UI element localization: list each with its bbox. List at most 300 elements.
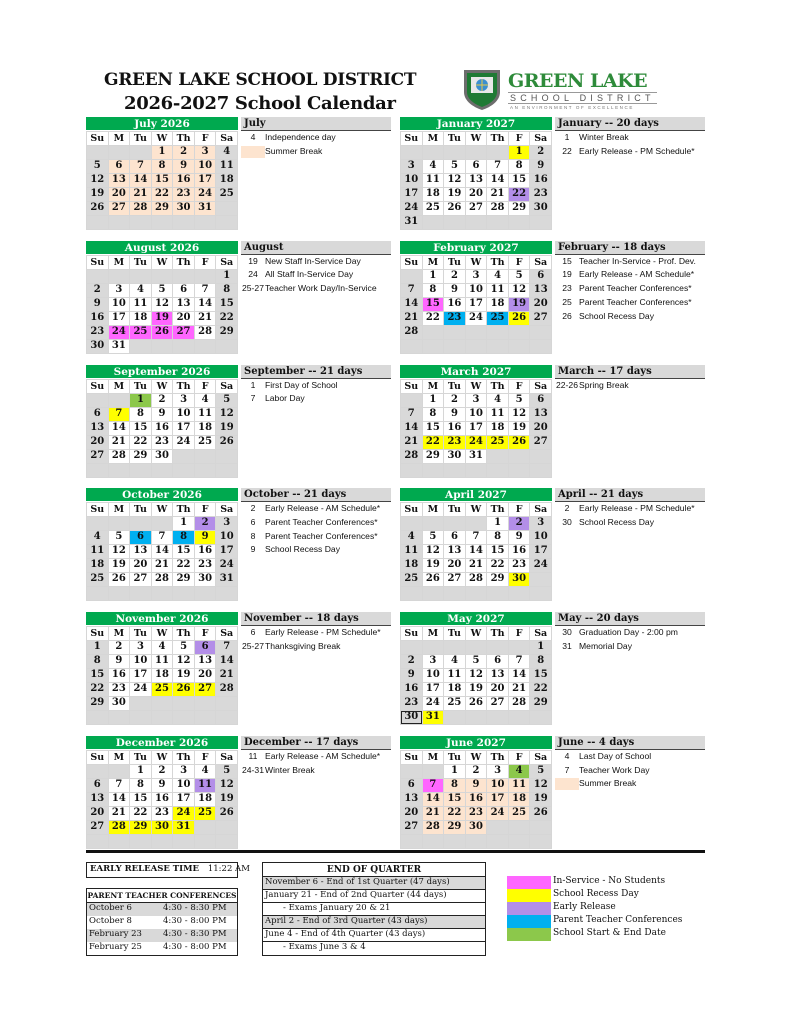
day-cell: 3 (216, 517, 237, 530)
event-text: Labor Day (265, 393, 305, 404)
weekday-header: Tu (130, 503, 151, 516)
day-cell: 28 (216, 683, 237, 696)
empty-cell (466, 711, 487, 724)
empty-cell (130, 517, 151, 530)
day-cell: 5 (87, 160, 108, 173)
empty-cell (423, 464, 444, 477)
weekday-header: Tu (444, 627, 465, 640)
day-cell: 15 (423, 422, 444, 435)
weekday-header: Su (401, 627, 422, 640)
empty-cell (109, 835, 130, 848)
weekday-header: F (195, 256, 216, 269)
weekday-header: Su (401, 256, 422, 269)
day-cell: 23 (152, 807, 173, 820)
empty-cell (466, 641, 487, 654)
day-cell: 19 (216, 422, 237, 435)
empty-cell (423, 216, 444, 229)
weekday-header: Su (87, 751, 108, 764)
empty-cell (152, 711, 173, 724)
event-text: Early Release - PM Schedule* (265, 627, 381, 638)
logo-name: GREEN LAKE (508, 70, 648, 92)
day-cell: 8 (509, 160, 530, 173)
month-grid (400, 379, 552, 478)
event-date: 6 (250, 627, 256, 638)
day-cell: 6 (466, 160, 487, 173)
day-cell: 17 (173, 422, 194, 435)
empty-cell (509, 835, 530, 848)
legend (507, 876, 682, 941)
event-item (555, 282, 705, 296)
weekday-header: Th (487, 503, 508, 516)
empty-cell (109, 216, 130, 229)
day-cell: 8 (444, 779, 465, 792)
month-grid (86, 750, 238, 849)
empty-cell (195, 711, 216, 724)
weekday-header: W (152, 503, 173, 516)
ptc-time: 4:30 - 8:00 PM (163, 942, 227, 952)
event-item (241, 379, 391, 393)
event-item (555, 750, 705, 764)
day-cell: 9 (152, 779, 173, 792)
weekday-header: Th (173, 132, 194, 145)
day-cell: 5 (173, 641, 194, 654)
day-cell: 9 (466, 779, 487, 792)
empty-cell (109, 711, 130, 724)
month-calendar (86, 488, 238, 601)
day-cell: 19 (509, 422, 530, 435)
day-cell: 28 (423, 821, 444, 834)
month-title: June 2027 (400, 736, 552, 750)
day-cell: 7 (130, 160, 151, 173)
day-cell: 28 (466, 573, 487, 586)
day-cell: 3 (401, 160, 422, 173)
day-cell: 6 (130, 531, 151, 544)
day-cell: 30 (444, 450, 465, 463)
event-date: 6 (250, 517, 256, 528)
empty-cell (173, 270, 194, 283)
empty-cell (152, 270, 173, 283)
day-cell: 1 (87, 641, 108, 654)
event-text: School Recess Day (579, 517, 654, 528)
legend-label: Parent Teacher Conferences (553, 915, 683, 925)
day-cell: 26 (216, 807, 237, 820)
empty-cell (216, 464, 237, 477)
weekday-header: Su (87, 132, 108, 145)
day-cell: 10 (466, 284, 487, 297)
month-events (241, 488, 391, 557)
day-cell: 13 (130, 545, 151, 558)
day-cell: 21 (152, 559, 173, 572)
event-text: Summer Break (579, 778, 637, 789)
empty-cell (530, 711, 551, 724)
day-cell: 13 (109, 174, 130, 187)
weekday-header: Sa (530, 256, 551, 269)
weekday-header: Sa (530, 627, 551, 640)
day-cell: 9 (530, 160, 551, 173)
event-item (241, 530, 391, 544)
weekday-header: Sa (216, 751, 237, 764)
weekday-header: Su (401, 132, 422, 145)
events-heading: June -- 4 days (555, 736, 705, 750)
day-cell: 1 (509, 146, 530, 159)
weekday-header: W (466, 256, 487, 269)
day-cell: 3 (173, 394, 194, 407)
event-date: 8 (250, 530, 256, 541)
empty-cell (509, 216, 530, 229)
day-cell: 16 (466, 793, 487, 806)
day-cell: 16 (509, 545, 530, 558)
weekday-header: M (423, 751, 444, 764)
day-cell: 20 (487, 683, 508, 696)
day-cell: 13 (87, 793, 108, 806)
day-cell: 4 (216, 146, 237, 159)
day-cell: 26 (509, 312, 530, 325)
day-cell: 29 (487, 573, 508, 586)
day-cell: 10 (173, 779, 194, 792)
empty-cell (466, 340, 487, 353)
day-cell: 26 (216, 436, 237, 449)
empty-cell (466, 835, 487, 848)
day-cell: 29 (444, 821, 465, 834)
day-cell: 13 (87, 422, 108, 435)
day-cell: 18 (509, 793, 530, 806)
day-cell: 20 (173, 312, 194, 325)
day-cell: 19 (444, 188, 465, 201)
day-cell: 4 (444, 655, 465, 668)
empty-cell (173, 835, 194, 848)
day-cell: 16 (444, 298, 465, 311)
day-cell: 5 (466, 655, 487, 668)
eoq-row: November 6 - End of 1st Quarter (47 days) (263, 877, 485, 890)
empty-cell (530, 464, 551, 477)
event-text: First Day of School (265, 379, 338, 390)
month-grid (86, 255, 238, 354)
day-cell: 17 (466, 298, 487, 311)
day-cell: 14 (401, 422, 422, 435)
empty-cell (109, 270, 130, 283)
day-cell: 12 (444, 174, 465, 187)
empty-cell (195, 216, 216, 229)
day-cell: 9 (444, 408, 465, 421)
empty-cell (216, 835, 237, 848)
day-cell: 20 (109, 188, 130, 201)
empty-cell (130, 340, 151, 353)
empty-cell (87, 146, 108, 159)
weekday-header: Th (487, 627, 508, 640)
empty-cell (423, 765, 444, 778)
empty-cell (109, 464, 130, 477)
day-cell: 22 (530, 683, 551, 696)
event-text: Teacher Work Day (579, 764, 650, 775)
district-logo (462, 68, 655, 114)
day-cell: 2 (173, 146, 194, 159)
day-cell: 11 (487, 408, 508, 421)
ptc-row (87, 916, 237, 929)
early-release-time: 11:22 AM (207, 864, 250, 874)
day-cell: 14 (487, 174, 508, 187)
day-cell: 20 (401, 807, 422, 820)
events-heading: April -- 21 days (555, 488, 705, 502)
day-cell: 13 (466, 174, 487, 187)
empty-cell (509, 587, 530, 600)
legend-swatch (507, 876, 551, 889)
month-grid (400, 255, 552, 354)
weekday-header: Tu (130, 627, 151, 640)
month-events (241, 365, 391, 406)
day-cell: 15 (87, 669, 108, 682)
weekday-header: W (466, 380, 487, 393)
weekday-header: Tu (444, 751, 465, 764)
day-cell: 7 (401, 408, 422, 421)
empty-cell (423, 641, 444, 654)
month-events (555, 241, 705, 323)
district-name: GREEN LAKE SCHOOL DISTRICT (104, 70, 417, 90)
day-cell: 11 (195, 408, 216, 421)
event-text: Last Day of School (579, 751, 652, 761)
end-of-quarter-table (262, 862, 486, 956)
day-cell: 24 (173, 807, 194, 820)
event-item (555, 640, 705, 654)
month-events (241, 612, 391, 653)
day-cell: 10 (423, 669, 444, 682)
event-text: Memorial Day (579, 640, 633, 651)
day-cell: 1 (530, 641, 551, 654)
month-events (241, 241, 391, 296)
empty-cell (444, 340, 465, 353)
day-cell: 14 (130, 174, 151, 187)
event-item (241, 502, 391, 516)
month-grid (400, 750, 552, 849)
weekday-header: Th (173, 380, 194, 393)
day-cell: 31 (401, 216, 422, 229)
event-date: 22-26 (556, 379, 578, 390)
day-cell: 4 (487, 394, 508, 407)
day-cell: 25 (152, 683, 173, 696)
weekday-header: Sa (530, 132, 551, 145)
day-cell: 22 (130, 436, 151, 449)
day-cell: 11 (487, 284, 508, 297)
empty-cell (216, 450, 237, 463)
empty-cell (152, 517, 173, 530)
day-cell: 12 (152, 298, 173, 311)
event-text: Spring Break (579, 379, 629, 390)
day-cell: 30 (195, 573, 216, 586)
empty-cell (509, 464, 530, 477)
day-cell: 16 (173, 174, 194, 187)
day-cell: 27 (130, 573, 151, 586)
day-cell: 8 (130, 408, 151, 421)
day-cell: 23 (509, 559, 530, 572)
eoq-row: June 4 - End of 4th Quarter (43 days) (263, 929, 485, 942)
month-title: November 2026 (86, 612, 238, 626)
day-cell: 19 (152, 312, 173, 325)
day-cell: 14 (401, 298, 422, 311)
empty-cell (173, 216, 194, 229)
event-text: Early Release - PM Schedule* (579, 503, 695, 514)
day-cell: 20 (195, 669, 216, 682)
event-item (241, 764, 391, 778)
empty-cell (109, 394, 130, 407)
day-cell: 5 (509, 394, 530, 407)
weekday-header: Su (401, 751, 422, 764)
event-date: 9 (250, 544, 256, 555)
event-item (555, 255, 705, 269)
day-cell: 29 (530, 697, 551, 710)
day-cell: 3 (423, 655, 444, 668)
empty-cell (195, 587, 216, 600)
day-cell: 13 (195, 655, 216, 668)
day-cell: 8 (487, 531, 508, 544)
ptc-table (86, 888, 238, 956)
day-cell: 25 (423, 202, 444, 215)
weekday-header: Tu (130, 132, 151, 145)
empty-cell (87, 216, 108, 229)
day-cell: 5 (444, 160, 465, 173)
legend-swatch (507, 915, 551, 928)
event-date: 30 (562, 517, 572, 528)
day-cell: 23 (109, 683, 130, 696)
weekday-header: M (109, 503, 130, 516)
day-cell: 8 (423, 284, 444, 297)
day-cell: 18 (487, 422, 508, 435)
day-cell: 21 (109, 436, 130, 449)
event-item (241, 750, 391, 764)
empty-cell (173, 340, 194, 353)
events-heading: March -- 17 days (555, 365, 705, 379)
day-cell: 8 (152, 160, 173, 173)
day-cell: 25 (87, 573, 108, 586)
weekday-header: M (423, 256, 444, 269)
logo-subtitle: SCHOOL DISTRICT (510, 93, 655, 103)
day-cell: 27 (87, 450, 108, 463)
day-cell: 14 (152, 545, 173, 558)
day-cell: 8 (216, 284, 237, 297)
day-cell: 22 (173, 559, 194, 572)
day-cell: 10 (401, 174, 422, 187)
day-cell: 15 (130, 422, 151, 435)
weekday-header: F (509, 132, 530, 145)
ptc-date: February 25 (89, 942, 142, 952)
event-item (555, 626, 705, 640)
empty-cell (466, 464, 487, 477)
weekday-header: W (466, 751, 487, 764)
day-cell: 29 (130, 821, 151, 834)
day-cell: 31 (109, 340, 130, 353)
event-text: Graduation Day - 2:00 pm (579, 627, 678, 638)
empty-cell (87, 587, 108, 600)
day-cell: 10 (530, 531, 551, 544)
day-cell: 18 (152, 669, 173, 682)
empty-cell (216, 697, 237, 710)
empty-cell (444, 464, 465, 477)
empty-cell (216, 821, 237, 834)
day-cell: 22 (423, 436, 444, 449)
day-cell: 23 (87, 326, 108, 339)
ptc-time: 4:30 - 8:00 PM (163, 916, 227, 926)
day-cell: 14 (109, 422, 130, 435)
eoq-title: END OF QUARTER (263, 863, 485, 877)
weekday-header: Su (87, 380, 108, 393)
legend-swatch (507, 889, 551, 902)
empty-cell (173, 587, 194, 600)
day-cell: 26 (423, 573, 444, 586)
month-calendar (400, 488, 552, 601)
day-cell: 27 (444, 573, 465, 586)
legend-item (507, 876, 682, 889)
empty-cell (444, 711, 465, 724)
event-item (555, 131, 705, 145)
day-cell: 14 (109, 793, 130, 806)
day-cell: 5 (216, 765, 237, 778)
day-cell: 9 (87, 298, 108, 311)
empty-cell (195, 270, 216, 283)
event-date: 24-31 (242, 764, 264, 775)
day-cell: 6 (87, 408, 108, 421)
empty-cell (487, 821, 508, 834)
day-cell: 5 (530, 765, 551, 778)
month-grid (400, 502, 552, 601)
day-cell: 12 (423, 545, 444, 558)
day-cell: 20 (530, 298, 551, 311)
divider (86, 850, 705, 853)
legend-item (507, 902, 682, 915)
weekday-header: W (466, 627, 487, 640)
day-cell: 28 (109, 821, 130, 834)
legend-label: In-Service - No Students (553, 876, 666, 886)
day-cell: 17 (401, 188, 422, 201)
day-cell: 30 (109, 697, 130, 710)
day-cell: 2 (444, 270, 465, 283)
day-cell: 10 (466, 408, 487, 421)
weekday-header: Tu (444, 256, 465, 269)
day-cell: 16 (444, 422, 465, 435)
day-cell: 26 (530, 807, 551, 820)
event-item (555, 296, 705, 310)
empty-cell (109, 146, 130, 159)
month-events (555, 736, 705, 791)
day-cell: 29 (423, 450, 444, 463)
event-date: 7 (250, 393, 256, 404)
empty-cell (423, 326, 444, 339)
empty-cell (444, 326, 465, 339)
day-cell: 21 (130, 188, 151, 201)
day-cell: 24 (109, 326, 130, 339)
eoq-row: January 21 - End of 2nd Quarter (44 days) (263, 890, 485, 903)
early-release-label: EARLY RELEASE TIME (90, 864, 199, 874)
day-cell: 27 (173, 326, 194, 339)
day-cell: 28 (130, 202, 151, 215)
weekday-header: W (152, 751, 173, 764)
day-cell: 2 (530, 146, 551, 159)
event-item (241, 626, 391, 640)
day-cell: 21 (195, 312, 216, 325)
day-cell: 5 (509, 270, 530, 283)
day-cell: 6 (109, 160, 130, 173)
day-cell: 13 (401, 793, 422, 806)
day-cell: 16 (152, 422, 173, 435)
ptc-time: 4:30 - 8:30 PM (163, 903, 227, 913)
eoq-row: April 2 - End of 3rd Quarter (43 days) (263, 916, 485, 929)
day-cell: 4 (195, 394, 216, 407)
month-events (555, 488, 705, 529)
day-cell: 4 (195, 765, 216, 778)
event-text: Parent Teacher Conferences* (265, 517, 378, 528)
logo-tagline: AN ENVIRONMENT OF EXCELLENCE (510, 105, 634, 110)
event-item (241, 543, 391, 557)
day-cell: 17 (466, 422, 487, 435)
weekday-header: F (195, 751, 216, 764)
day-cell: 20 (530, 422, 551, 435)
